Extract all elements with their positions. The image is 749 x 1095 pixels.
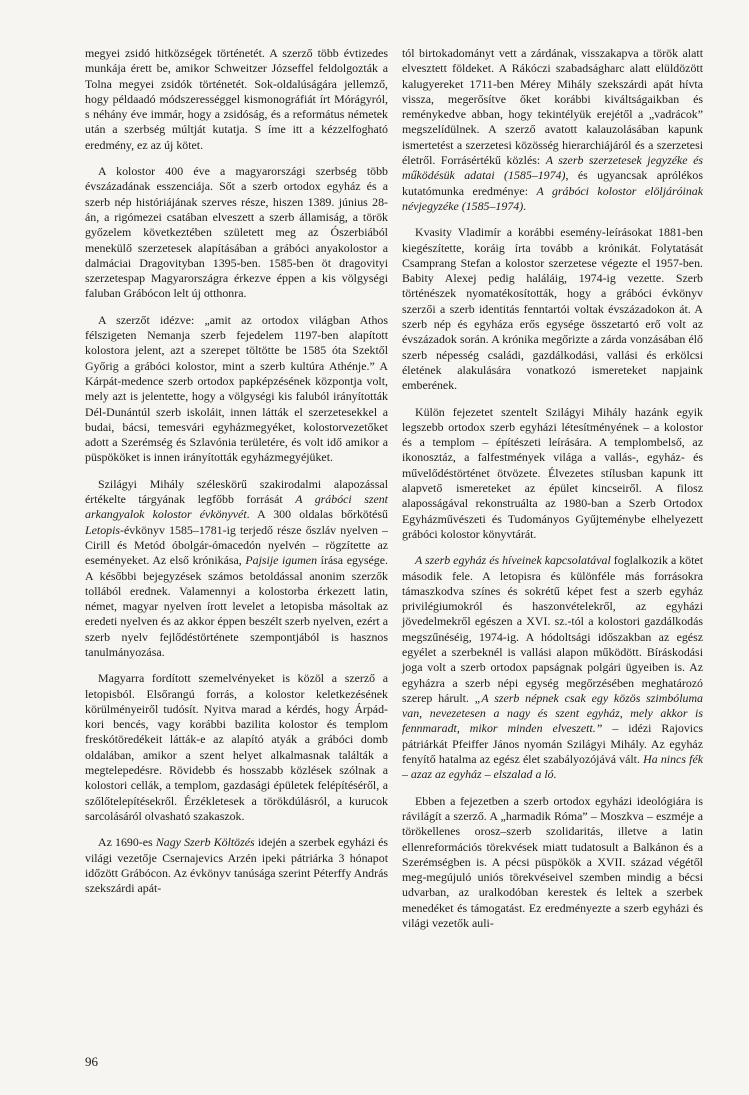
italic-title: Letopis — [85, 522, 121, 537]
paragraph — [85, 835, 388, 896]
page-number: 96 — [85, 1054, 98, 1069]
text-run: idején a szerbek egyházi és világi vezetője Csernajevics Arzén ipeki pátriárka 3 hónapot időzött Grábócon. Az évkönyv tanúsága szerint Péterffy András szekszárdi apát- — [85, 835, 388, 896]
text-run: Szilágyi Mihály széleskörű szakirodalmi alapozással értékelte tárgyának legfőbb forrását — [85, 476, 388, 507]
text-run: . — [523, 198, 527, 213]
text-run: A szerzőt idézve: „amit az ortodox világban Athos félszigeten Nemanja szerb fejedelem 1197-ben alapított kolostora jelent, azt a szerepet töltötte be 1585 óta Szektől Győrig a grábóci kolostor, mint a szerb kultúra Athénje.” A Kárpát-medence szerb ortodox papképzésének központja volt, mely azt is jelentette, hogy a völgységi kis faluból irányították Dél-Dunántúl szerb iskoláit, innen látták el szerzetesekkel a budai, bácsi, temesvári egyházmegyéket, kolostorvezetőket adott a Szerémség és Szlavónia területére, és volt idő amikor a püspököket is innen irányították egyházmegyéjüket. — [85, 312, 388, 465]
paragraph — [402, 405, 703, 543]
paragraph — [402, 794, 703, 932]
text-run: – idézi Rajovics pátriárkát Pfeiffer János nyomán Szilágyi Mihály. Az egyház fenyítő hatalma az egész élet szabályozójává vált. — [402, 721, 703, 767]
text-run: Ebben a fejezetben a szerb ortodox egyházi ideológiára is rávilágít a szerző. A „harmadik Róma” – Moszkva – eszméje a törökellenes orosz–szerb szolidaritás, illetve a latin ellenreformációs törekvések miatt tudatosult a Balkánon és a Szerémségben is. A pécsi püspökök a XVII. század végétől meg-megújuló uniós törekvéseivel szemben mindig a bécsi udvarban, az uralkodóban kerestek és leltek a szerbek menedéket és támogatást. Ez eredményezte a szerb egyházi és világi vezetők auli- — [402, 793, 703, 931]
paragraph — [402, 553, 703, 782]
text-run: . A 300 oldalas bőrkötésű — [246, 507, 388, 522]
italic-title: Nagy Szerb Költözés — [155, 835, 255, 850]
paragraph — [402, 46, 703, 214]
text-run: megyei zsidó hitközségek történetét. A szerző több évtizedes munkája érett be, amikor Schweitzer Józseffel feldolgozták a Tolna megyei zsidók történetét. Sok-oldalúságára jellemző, hogy példaadó módszerességgel kismonográfiát írt Mórágyról, s néhány éve immár, hogy a zsidóság, és a református németek után a szerbség múltját kutatja. S íme itt a kézzelfogható eredmény, ez az új kötet. — [85, 46, 388, 152]
paragraph — [85, 164, 388, 302]
text-run: A kolostor 400 éve a magyarországi szerbség több évszázadának esszenciája. Sőt a szerb ortodox egyház és a szerb nép históriájának szerves része, hiszen 1389. június 28-án, a rigómezei csatában elveszett a szerb államiság, a török győzelem következtében született meg az Ószerbiából menekülő szerzetesek alapításában a grábóci anyakolostor a dalmáciai Dragovityban 1395-ben. 1585-ben öt dragovityi szerzetespap Magyarországra érkezve éppen a kis völgységi faluban Grábócon lelt új otthonra. — [85, 164, 388, 301]
paragraph — [85, 477, 388, 661]
italic-title: A szerb egyház és híveinek kapcsolatával — [415, 553, 611, 568]
right-column — [402, 46, 703, 942]
italic-title: A grábóci kolostor elöljáróinak névjegyzéke (1585–1974) — [402, 183, 703, 213]
text-run: Külön fejezetet szentelt Szilágyi Mihály hazánk egyik legszebb ortodox szerb egyházi létesítményének – a kolostor és a templom – építészeti leírására. A templombelső, az ikonosztáz, a falfestmények világa a vallás-, egyház- és művelődéstörténet ötvözete. Élvezetes stílusban kapunk itt alapvető ismereteket az épület kincseiről. A filosz alaposságával rekonstruálta az 1980-ban a Szerb Ortodox Egyházművészeti és Tudományos Gyűjteménybe elhelyezett grábóci kolostor könyvtárát. — [402, 404, 703, 541]
italic-title: Pajsije igumen — [245, 553, 318, 568]
italic-title: Ha nincs fék – azaz az egyház – elszalad a ló. — [402, 752, 703, 782]
paragraph — [85, 313, 388, 466]
text-run: , és ugyancsak aprólékos kutatómunka eredménye: — [402, 168, 703, 198]
paragraph — [85, 671, 388, 824]
text-run: tól birtokadományt vett a zárdának, visszakapva a török alatt elvesztett földeket. A Rákóczi szabadságharc alatt elüldözött kalugyereket 1711-ben Mérey Mihály szekszárdi apát hívta vissza, megerősítve őket korábbi kiváltságaikban és reménykedve abban, hogy tekintélyük erejétől a „vadrácok” megszelídülnek. A szerző avatott kalauzolásában kapunk ismertetést a szerzetesi közösség hierarchiájáról és a szerzetesi életről. Forrásértékű közlés: — [402, 46, 703, 168]
text-run: Kvasity Vladimír a korábbi esemény-leírásokat 1881-ben kiegészítette, koráig írta tovább a krónikát. Folytatását Csamprang Stefan a kolostor szerzetese végezte el 1957-ben. Babity Alexej pedig haláláig, 1974-ig vezette. Szerb történészek nyomatékosították, hogy a grábóci évkönyv szerzői a szerb identitás fenntartói voltak évszázadokon át. A szerb nép és egyháza erős egysége összetartó erő volt az évszázadok során. A krónika megőrizte a zárda vonzásában élő szerb népesség családi, gazdálkodási, vallási és erkölcsi életének alakulására vonatkozó ismereteket napjaink emberének. — [402, 225, 703, 393]
paragraph — [402, 225, 703, 393]
italic-title: A grábóci szent arkangyalok kolostor évkönyvét — [85, 492, 388, 522]
text-run: Magyarra fordított szemelvényeket is közöl a szerző a letopisból. Elsőrangú forrás, a kolostor keletkezésének körülményeiről tudósít. Nyitva marad a kérdés, hogy Árpád-kori bencés, vagy korábbi bazilita kolostor és templom freskótöredékeit látták-e az alapító atyák a grábóci domb oldalában, amikor a szent helyet alkalmasnak találták a megtelepedésre. Rövidebb és hosszabb közlések szólnak a kolostori cellák, a templom, gazdasági épületek felépítéséről, a szőlőtelepítésekről. Érzékletesek a törökdúlásról, a kurucok sarcolásáról olvasható szakaszok. — [85, 671, 388, 823]
left-column — [85, 46, 388, 907]
text-run: foglalkozik a kötet második fele. A letopisra és különféle más forrásokra támaszkodva színes és sokrétű képet fest a szerb egyház privilégiumokról és haszonvételekről, az egyházi jövedelmekről egészen a XVI. sz.-tól a kolostori gazdálkodás megszűnéséig, 1974-ig. A hódoltsági időszakban az egész egyélet a szerbeknél is vallási alapon működött. Bíráskodási joga volt a szerb ortodox papságnak polgári ügyeiben is. Az egyházra a szerb népi egység megőrzésében meghatározó szerep hárult. — [402, 553, 704, 705]
paragraph — [85, 46, 388, 153]
text-run: írása egysége. A későbbi bejegyzések számos betoldással anonim szerzők tollából erednek. Valamennyi a kolostorba érkezett latin, német, magyar nyelven írott levelet a letopisba másoltak az eredeti nyelven és az akkor éppen beszélt szerb nyelven, ezért a szerb nyelv fejlődéstörténete szempontjából is hasznos tanulmányozása. — [85, 553, 388, 659]
text-run: -évkönyv 1585–1781-ig terjedő része őszláv nyelven – Cirill és Metód óbolgár-ómacedón nyelvén – rögzítette az eseményeket. Az első krónikása, — [85, 522, 388, 568]
italic-title: „A szerb népnek csak egy közös szimbóluma van, nevezetesen a nagy és szent egyház, mely akkor is fennmaradt, mikor minden elveszett.” — [402, 690, 703, 736]
italic-title: A szerb szerzetesek jegyzéke és működésük adatai (1585–1974) — [402, 153, 703, 183]
text-run: Az 1690-es — [98, 835, 156, 850]
